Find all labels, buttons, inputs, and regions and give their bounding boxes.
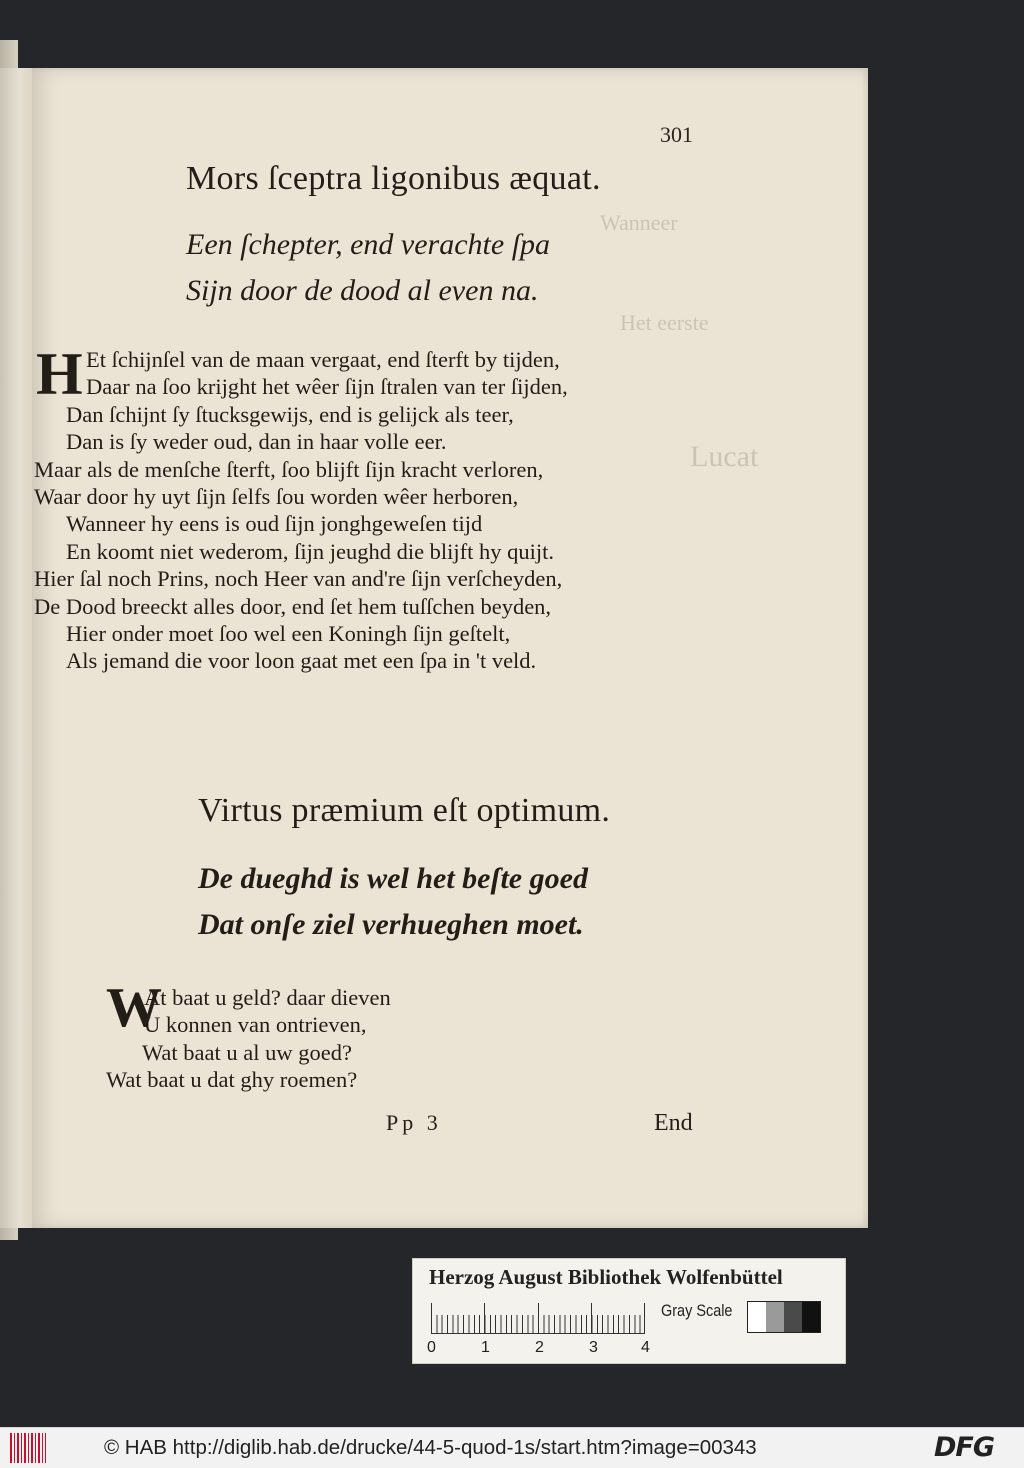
gray-scale-label: Gray Scale: [661, 1301, 733, 1320]
verse-line: Dan is ſy weder oud, dan in haar volle eer.: [66, 429, 447, 455]
verse-line: Hier onder moet ſoo wel een Koningh ſijn geſtelt,: [66, 620, 511, 646]
verse-line: Hier ſal noch Prins, noch Heer van and're ſijn verſcheyden,: [34, 566, 563, 592]
verse-line: Dan ſchijnt ſy ſtucksgewijs, end is gelijck als teer,: [66, 401, 514, 427]
verse-block: [106, 984, 391, 1094]
ruler-number: 3: [589, 1339, 598, 1356]
gray-swatch: [784, 1302, 802, 1332]
ruler-tick: [538, 1303, 539, 1333]
verse-line: Wanneer hy eens is oud ſijn jonghgeweſen tijd: [66, 511, 483, 537]
ruler-tick: [431, 1303, 432, 1333]
ruler-number: 4: [641, 1339, 650, 1356]
section-title: Mors ſceptra ligonibus æquat.: [186, 160, 601, 197]
ruler-tick: [591, 1303, 592, 1333]
ruler-numbers: [425, 1339, 665, 1359]
footer-bar: [0, 1427, 1024, 1468]
verse-line: Daar na ſoo krijght het wêer ſijn ſtralen van ter ſijden,: [86, 374, 568, 400]
show-through-text: Het eerste: [620, 310, 709, 335]
verse-line: Als jemand die voor loon gaat met een ſpa in 't veld.: [66, 648, 537, 674]
drop-cap: W: [106, 977, 162, 1039]
show-through-text: Lucat: [690, 440, 759, 473]
verse-line: Waar door hy uyt ſijn ſelfs ſou worden wêer herboren,: [34, 483, 519, 509]
motto-line: Dat onſe ziel verhueghen moet.: [198, 908, 584, 941]
signature-mark: Pp 3: [386, 1110, 442, 1135]
gray-swatch: [766, 1302, 784, 1332]
ruler-tick: [484, 1303, 485, 1333]
drop-cap: H: [36, 341, 83, 407]
gray-scale-swatches: [747, 1301, 821, 1333]
ruler-number: 2: [535, 1339, 544, 1356]
verse-line: En koomt niet wederom, ſijn jeughd die blijft hy quijt.: [66, 538, 555, 564]
verse-line: De Dood breeckt alles door, end ſet hem tuſſchen beyden,: [34, 593, 552, 619]
ruler-number: 0: [427, 1339, 436, 1356]
motto: [198, 856, 588, 948]
show-through-text: Wanneer: [600, 210, 678, 235]
ruler-number: 1: [481, 1339, 490, 1356]
verse-line: U konnen van ontrieven,: [144, 1012, 367, 1038]
catchword: End: [654, 1110, 693, 1136]
verse-line: Wat baat u dat ghy roemen?: [106, 1067, 358, 1093]
verse-line: Et ſchijnſel van de maan vergaat, end ſterft by tijden,: [86, 347, 560, 372]
verse-line: Maar als de menſche ſterft, ſoo blijft ſijn kracht verloren,: [34, 456, 544, 482]
color-scale-card: [412, 1258, 846, 1364]
verse-block: [34, 341, 568, 675]
ruler: [431, 1303, 645, 1334]
section-title: Virtus præmium eſt optimum.: [198, 792, 611, 829]
gray-swatch: [802, 1302, 820, 1332]
motto-line: De dueghd is wel het beſte goed: [198, 862, 588, 895]
left-page: [0, 68, 32, 1228]
motto-line: Sijn door de dood al even na.: [186, 274, 539, 307]
verse-line: Wat baat u al uw goed?: [142, 1039, 352, 1065]
library-name: Herzog August Bibliothek Wolfenbüttel: [429, 1265, 783, 1289]
dfg-logo: DFG: [934, 1432, 995, 1463]
ruler-tick: [644, 1303, 645, 1333]
verse-line: At baat u geld? daar dieven: [144, 985, 391, 1010]
page-number: 301: [660, 122, 693, 147]
motto: [186, 222, 550, 314]
hab-logo-icon: [10, 1433, 46, 1463]
gray-swatch: [748, 1302, 766, 1332]
motto-line: Een ſchepter, end verachte ſpa: [186, 228, 551, 261]
copyright-link[interactable]: © HAB http://diglib.hab.de/drucke/44-5-quod-1s/start.htm?image=00343: [104, 1436, 757, 1459]
